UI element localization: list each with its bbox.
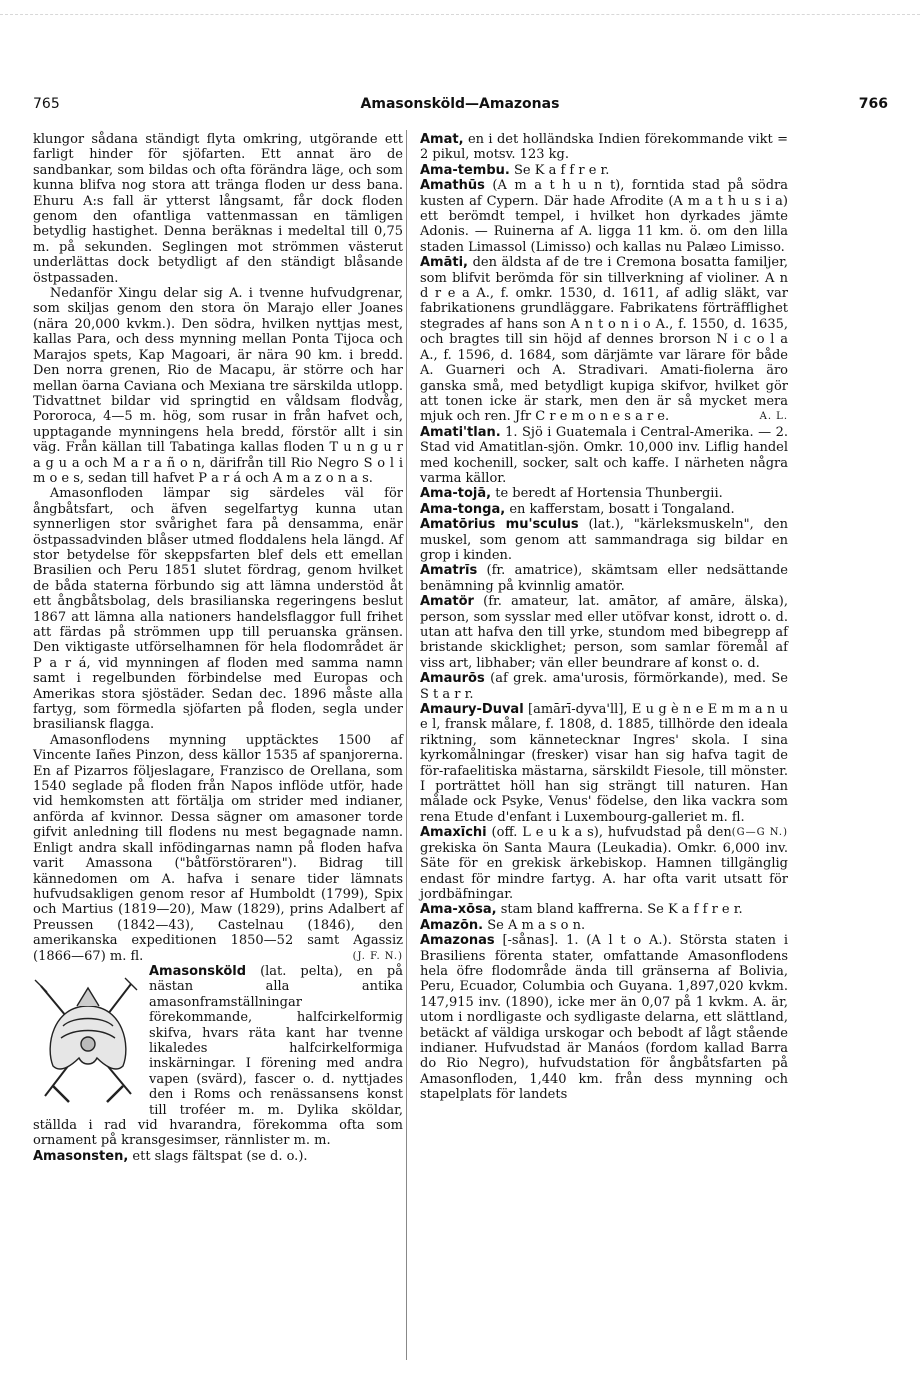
entry-text: stam bland kaffrerna. Se K a f f r e r. [500,902,743,918]
headword: Amāti, [420,255,468,271]
headword: Amat, [420,132,464,147]
entry-ama-tonga [420,502,788,517]
entry-text: (fr. amateur, lat. amātor, af amāre, älska), person, som sysslar med eller utöfvar konst, idrott o. d. utan att hafva den till yrke, stundom med bibegrepp af bristande skicklighet; person, som samlar föremål af viss art, libhaber; vän eller beundrare af konst o. d. [420,594,788,671]
paragraph: Amasonfloden lämpar sig särdeles väl för ångbåtsfart, och äfven segelfartyg kunna utan synnerligen stor svårighet fara på densamma, enär östpassadvinden blåser utmed floddalens hela längd. Af stor betydelse för skeppsfarten blef dels ett emellan Brasilien och Peru 1851 slutet fördrag, genom hvilket de båda staterna förbundo sig att lämna understöd åt ett ångbåtsbolag, dels brasilianska regeringens beslut 1867 att lämna alla nationers handelsflaggor full frihet att färdas på strömmen upp till peruanska gränsen. Den viktigaste utförselhamnen för hela flodområdet är P a r á, vid mynningen af floden med samma namn samt i regelbunden förbindelse med Europas och Amerikas stora sjöstäder. Sedan dec. 1896 måste alla fartyg, som förmedla sjöfarten på floden, segla under brasiliansk flagga. [33,486,403,733]
entry-amasonskold [33,964,403,1149]
entry-text: te beredt af Hortensia Thunbergii. [495,486,723,502]
headword: Ama-tojā, [420,486,492,502]
headword: Amaurōs [420,671,485,687]
entry-ama-xosa [420,902,788,917]
entry-amat [420,132,788,163]
headword: Amaxīchi [420,825,487,841]
headword: Amasonsköld [149,963,247,979]
entry-text: (A m a t h u n t), forntida stad på södra kusten af Cypern. Där hade Afrodite (A m a t h u s i a) ett berömdt tempel, i hvilket hon dyrkades jämte Adonis. — Ruinerna af A. ligga 11 km. ö. om den lilla staden Limassol (Limisso) och kallas nu Palæo Limisso. [420,178,788,255]
headword: Ama-xōsa, [420,902,497,918]
paragraph [33,733,403,964]
entry-text: [-sånas]. 1. (A l t o A.). Största staten i Brasiliens förenta stater, omfattande Amasonflodens hela öfre flodområde ända till gränserna af Bolivia, Peru, Ecuador, Columbia och Guyana. 1,897,020 kvkm. 147,915 inv. (1890), icke mer än 0,07 på 1 kvkm. A. är, utom i nordligaste och sydligaste delarna, ett slättland, betäckt af väldiga urskogar och bebodt af lågt stående indianer. Hufvudstad är Manáos (fordom kallad Barra do Rio Negro), hufvudstation för ångbåtsfarten på Amasonfloden, 1,440 km. från dess mynning och stapelplats för landets [420,933,788,1103]
running-title: Amasonsköld—Amazonas [360,96,560,112]
entry-amatitlan [420,425,788,487]
column-divider [406,130,407,1360]
headword: Amathūs [420,178,485,194]
headword: Amatrīs [420,563,478,579]
paragraph: klungor sådana ständigt flyta omkring, utgörande ett farligt hinder för sjöfarten. Ett annat äro de sandbankar, som bildas och ofta förändra läge, och som kunna blifva nog stora att tränga floden ur dess bana. Ehuru A:s fall är ytterst långsamt, får dock floden genom den ofantliga vattenmassan en tämligen betydlig hastighet. Denna beräknas i medeltal till 0,75 m. på sekunden. Seglingen mot strömmen västerut underlättas dock betydligt af den ständigt blåsande östpassaden. [33,132,403,286]
entry-amazonas [420,933,788,1102]
entry-text: (off. L e u k a s), hufvudstad på den grekiska ön Santa Maura (Leukadia). Omkr. 6,000 inv. Säte för en grekisk ärkebiskop. Hamnen tillgänglig endast för mindre fartyg. A. har ofta varit utsatt för jordbäfningar. [420,825,788,902]
headword: Amazōn. [420,917,484,933]
entry-text: [amārī-dyva'll], E u g è n e E m m a n u e l, fransk målare, f. 1808, d. 1885, tillhörde den ideala riktning, som kännetecknar Ingres' skola. I sina kyrkomålningar (fresker) visar han sig hafva tagit de för-rafaelitiska mästarna, särskildt Fiesole, till mönster. I porträttet höll han sig strängt till naturen. Han målade ock Psyke, Venus' födelse, den lika vackra som rena Etude d'enfant i Luxembourg-galleriet m. fl. [420,702,788,825]
entry-amauros [420,671,788,702]
entry-text: den äldsta af de tre i Cremona bosatta familjer, som blifvit berömda för sin tillverkning af violiner. A n d r e a A., f. omkr. 1530, d. 1611, af adlig släkt, var fabrikationens grundläggare. Fabrikatens förträfflighet stegrades af hans son A n t o n i o A., f. 1550, d. 1635, och bragtes till sin höjd af dennes brorson N i c o l a A., f. 1596, d. 1684, som därjämte var lärare för både A. Guarneri och A. Stradivari. Amati-fiolerna äro ganska små, med betydligt kupiga skifvor, hvilket gör att tonen icke är stark, men den är så mycket mera mjuk och ren. Jfr C r e m o n e s a r e. [420,255,789,425]
entry-amatris [420,563,788,594]
entry-amator [420,594,788,671]
headword: Amatör [420,594,474,610]
page-number-left: 765 [33,96,60,112]
author-signature: (J. F. N.) [352,950,403,962]
entry-ama-tembu [420,163,788,178]
entry-text: en kafferstam, bosatt i Tongaland. [509,501,735,517]
entry-text: (af grek. ama'urosis, förmörkande), med. Se S t a r r. [420,671,788,702]
headword: Amatōrius mu'sculus [420,517,579,533]
entry-text: Se K a f f r e r. [514,162,610,178]
entry-text: ett slags fältspat (se d. o.). [132,1148,308,1164]
entry-text: (fr. amatrice), skämtsam eller nedsättande benämning på kvinnlig amatör. [420,563,788,594]
entry-amathus [420,178,788,255]
entry-text: Se A m a s o n. [487,917,586,933]
entry-amatorius-musculus [420,517,788,563]
entry-amati [420,255,788,424]
entry-text: en i det holländska Indien förekommande vikt = 2 pikul, motsv. 123 kg. [420,132,788,163]
headword: Amati'tlan. [420,424,501,440]
entry-ama-toja [420,486,788,501]
page-number-right: 766 [858,96,888,112]
headword: Ama-tonga, [420,501,506,517]
entry-amasonsten [33,1149,403,1164]
scan-top-edge [0,14,920,15]
entry-text: 1. Sjö i Guatemala i Central-Amerika. — 2. Stad vid Amatitlan-sjön. Omkr. 10,000 inv. Liflig handel med kochenill, socker, salt och kaffe. I närheten några varma källor. [420,424,788,486]
paragraph: Nedanför Xingu delar sig A. i tvenne hufvudgrenar, som skiljas genom den stora ön Marajo eller Joanes (nära 20,000 kvkm.). Den södra, hvilken nyttjas mest, kallas Para, och dess mynning mellan Ponta Tijoca och Marajos spets, Kap Magoari, är nära 90 km. i bredd. Den norra grenen, Rio de Macapu, är större och har mellan öarna Caviana och Mexiana tre särskilda utlopp. Tidvattnet bildar vid springtid en våldsam flodvåg, Pororoca, 4—5 m. hög, som rusar in från hafvet och, upptagande mynningens hela bredd, förstör allt i sin väg. Från källan till Tabatinga kallas floden T u n g u r a g u a och M a r a ñ o n, därifrån till Rio Negro S o l i m o e s, sedan till hafvet P a r á och A m a z o n a s. [33,286,403,486]
author-signature: (G—G N.) [731,827,788,839]
left-column [33,132,403,1164]
author-signature: A. L. [759,411,788,423]
headword: Amasonsten, [33,1148,129,1164]
headword: Ama-tembu. [420,162,510,178]
entry-text: (lat. pelta), en på nästan alla antika amasonframställningar förekommande, halfcirkelformig skifva, hvars räta kant har tvenne likaledes halfcirkelformiga inskärningar. I förening med andra vapen (svärd), fascer o. d. nyttjades den i Roms och renässansens konst till troféer m. m. Dylika sköldar, ställda i rad vid hvarandra, förekomma ofta som ornament på kransgesimser, rännlister m. m. [33,963,403,1149]
right-column [420,132,788,1103]
entry-text: (lat.), "kärleksmuskeln", den muskel, som genom att sammandraga sig bildar en grop i kinden. [420,517,788,563]
pelta-shield-trophy-icon [33,966,143,1116]
entry-amazon [420,918,788,933]
headword: Amazonas [420,933,495,949]
headword: Amaury-Duval [420,702,524,718]
paragraph-text: Amasonflodens mynning upptäcktes 1500 af Vincente Iañes Pinzon, dess källor 1535 af spanjorerna. En af Pizarros följeslagare, Franzisco de Orellana, som 1540 seglade på floden från Napos inflöde utför, hade vid hemkomsten att förtälja om strider med indianer, anförda af kvinnor. Dessa sägner om amasoner torde gifvit anledning till flodens nu mest begagnade namn. Enligt andra skall infödingarnas namn på floden hafva varit Amassona ("båtförstöraren"). Bidrag till kännedomen om A. hafva i senare tider lämnats hufvudsakligen genom resor af Humboldt (1799), Spix och Martius (1819—20), Maw (1829), prins Adalbert af Preussen (1842—43), Castelnau (1846), den amerikanska expeditionen 1850—52 samt Agassiz (1866—67) m. fl. [33,732,403,964]
